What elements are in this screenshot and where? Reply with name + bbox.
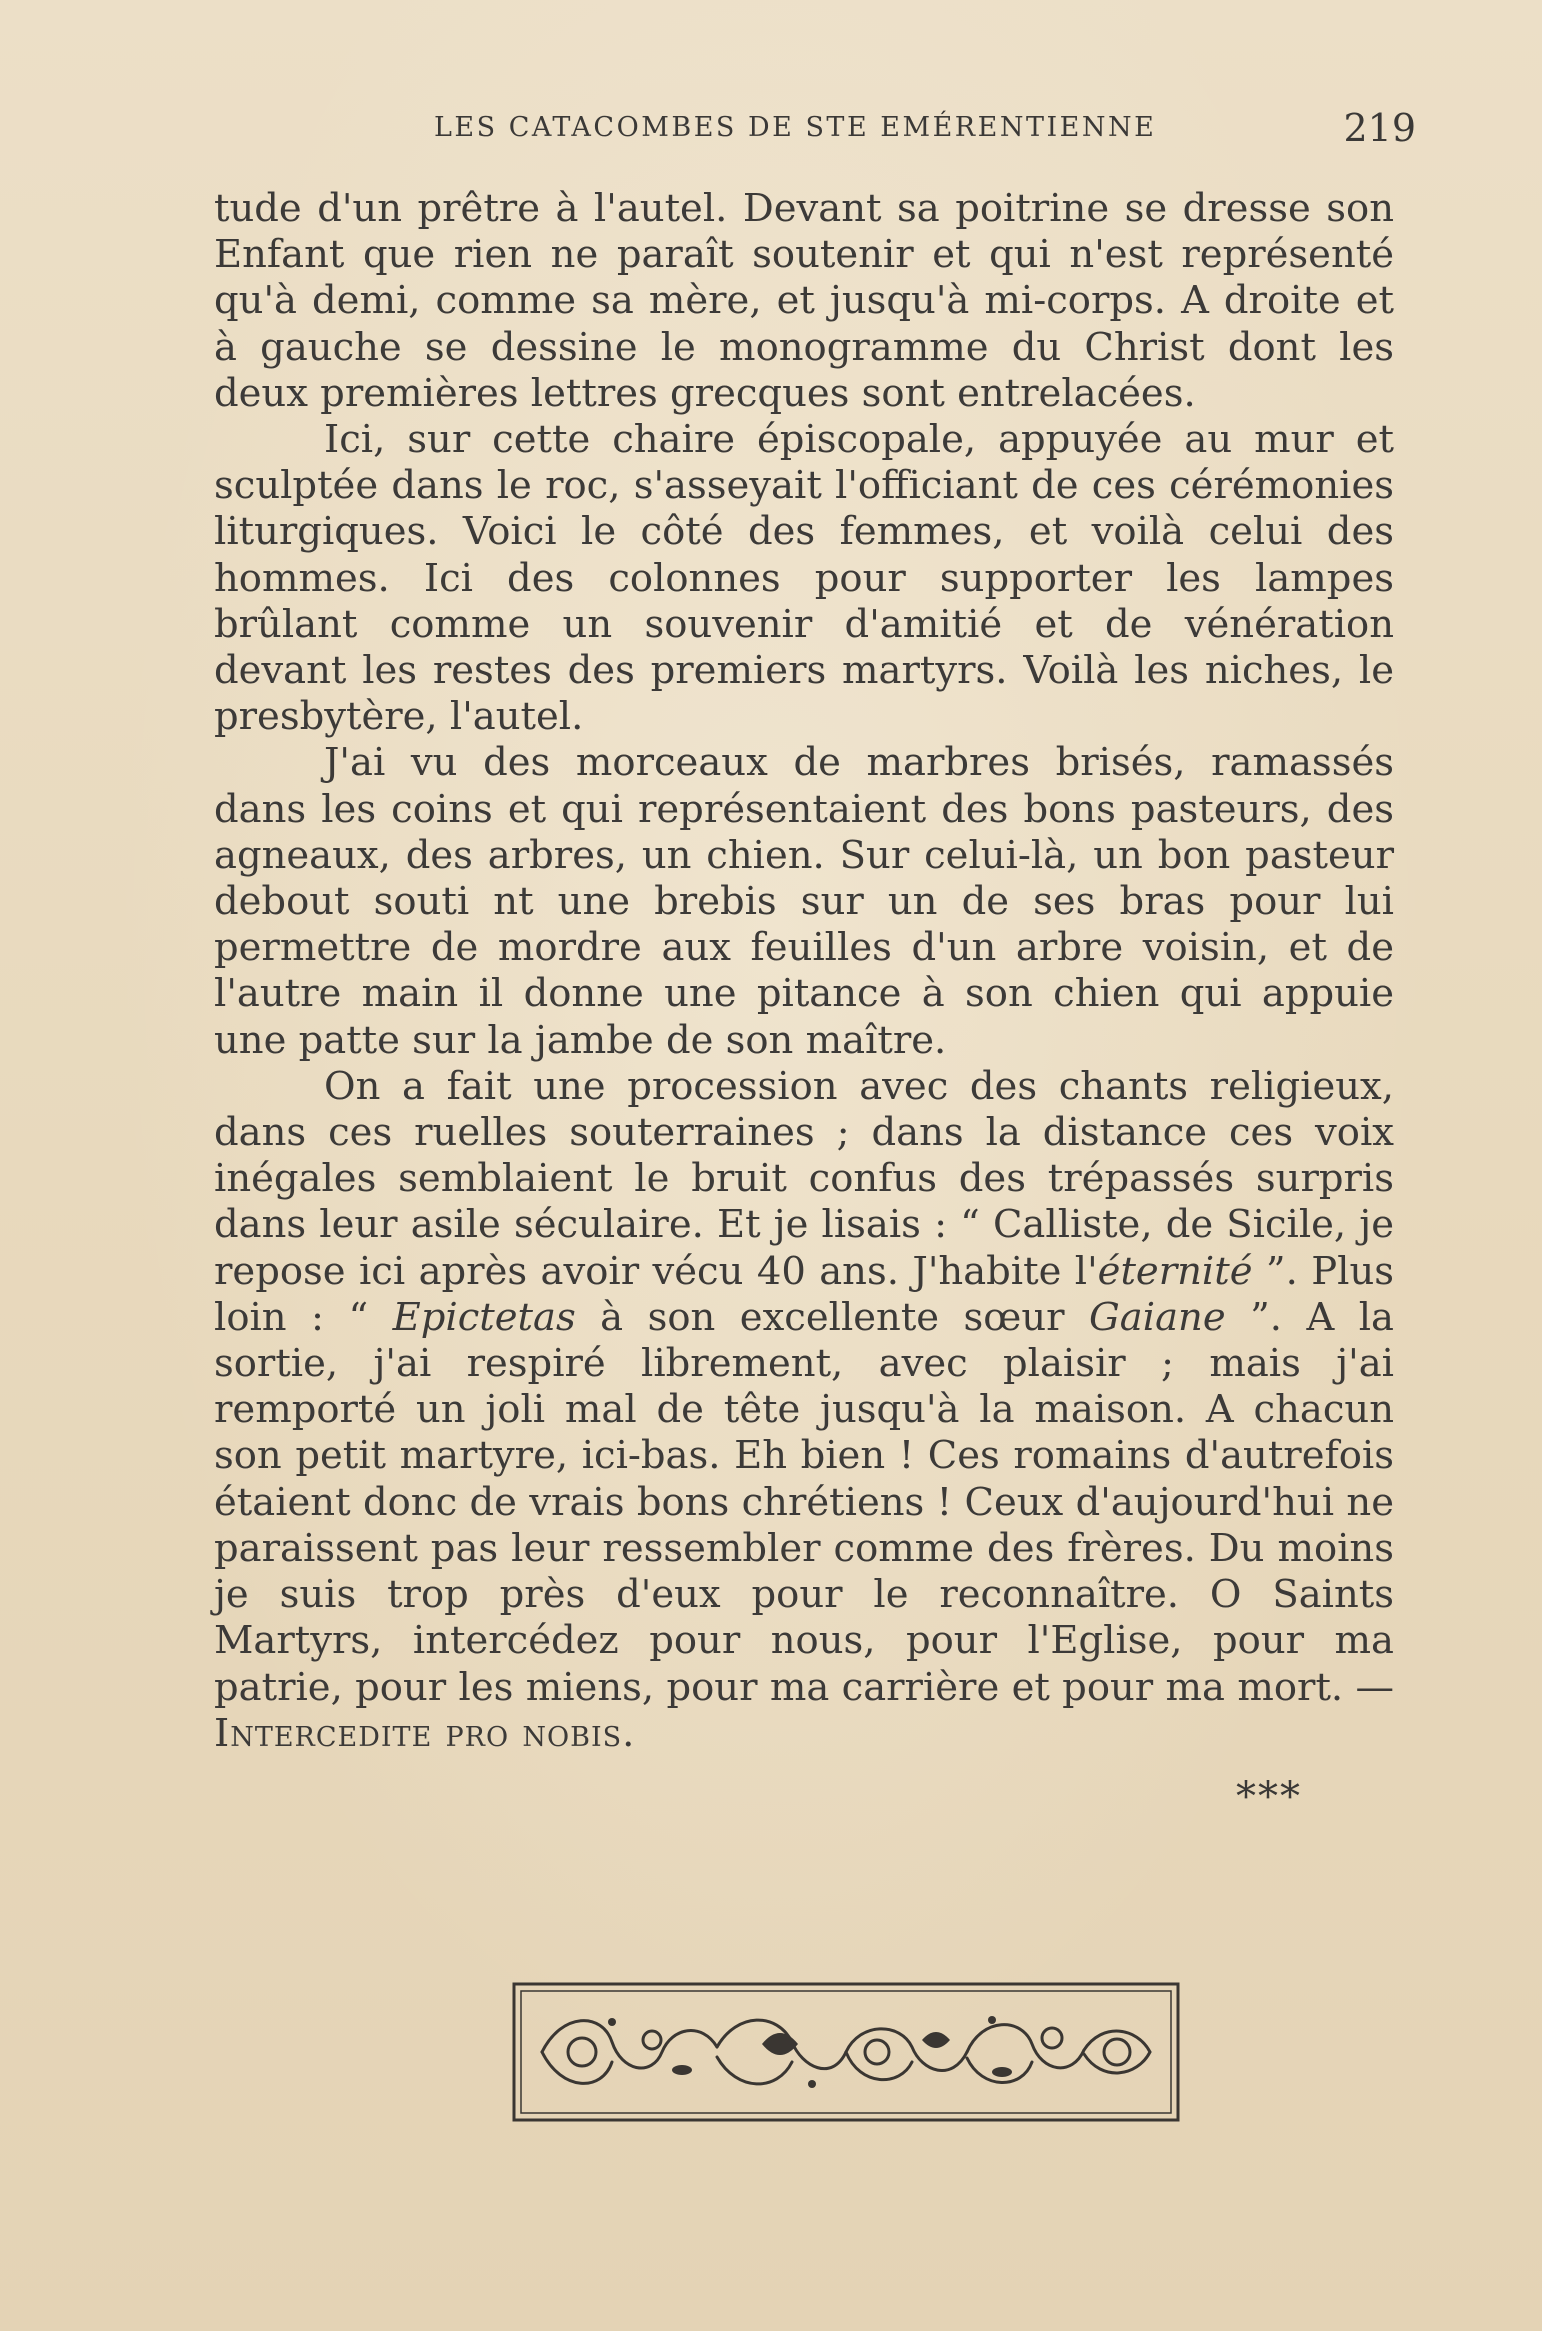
paragraph-3: J'ai vu des morceaux de marbres brisés, ramassés dans les coins et qui représentaient des bons pasteurs, des agneaux, des arbres, un chien. Sur celui-là, un bon pasteur debout souti nt une brebis sur un de ses bras pour lui permettre de mordre aux feuilles d'un arbre voisin, et de l'autre main il donne une pitance à son chien qui appuie une patte sur la jambe de son maître. (214, 740, 1394, 1063)
running-title: LES CATACOMBES DE STE EMÉRENTIENNE (434, 112, 1157, 143)
paragraph-1: tude d'un prêtre à l'autel. Devant sa poitrine se dresse son Enfant que rien ne paraît soutenir et qui n'est représenté qu'à demi, comme sa mère, et jusqu'à mi-corps. A droite et à gauche se dessine le monogramme du Christ dont les deux premières lettres grecques sont entrelacées. (214, 186, 1394, 416)
paragraph-4-part-b: ”. Plus loin : “ (214, 1248, 1394, 1340)
paragraph-4-part-a: On a fait une procession avec des chants religieux, dans ces ruelles souterraines ; dans la distance ces voix inégales semblaient le bruit confus des trépassés surpris dans leur asile séculaire. Et je lisais : “ Calliste, de Sicile, je repose ici après avoir vécu 40 ans. J'habite l' (214, 1063, 1394, 1294)
paragraph-4-part-d: ”. A la sortie, j'ai respiré librement, avec plaisir ; mais j'ai remporté un joli mal de tête jusqu'à la maison. A chacun son petit martyre, ici-bas. Eh bien ! Ces romains d'autrefois étaient donc de vrais bons chrétiens ! Ceux d'aujourd'hui ne paraissent pas leur ressembler comme des frères. Du moins je suis trop près d'eux pour le reconnaître. O Saints Martyrs, intercédez pour nous, pour l'Eglise, pour ma patrie, pour les miens, pour ma carrière et pour ma mort. — (214, 1294, 1394, 1710)
paragraph-2: Ici, sur cette chaire épiscopale, appuyée au mur et sculptée dans le roc, s'asseyait l'officiant de ces cérémonies liturgiques. Voici le côté des femmes, et voilà celui des hommes. Ici des colonnes pour supporter les lampes brûlant comme un souvenir d'amitié et de vénération devant les restes des premiers martyrs. Voilà les niches, le presbytère, l'autel. (214, 417, 1394, 740)
italic-eternite: éternité (1097, 1248, 1253, 1294)
italic-gaiane: Gaiane (1089, 1294, 1226, 1340)
paragraph-4 (214, 1064, 1394, 1757)
closing-invocation: Intercedite pro nobis. (214, 1710, 636, 1756)
body-text (214, 186, 1394, 1757)
paragraph-4-part-c: à son excellente sœur (575, 1294, 1090, 1340)
running-head (216, 106, 1416, 152)
ornamental-tailpiece-icon (512, 1982, 1180, 2122)
section-break-asterisks: *** (1236, 1774, 1302, 1820)
page-number: 219 (1343, 106, 1416, 150)
italic-epictetas: Epictetas (392, 1294, 576, 1340)
